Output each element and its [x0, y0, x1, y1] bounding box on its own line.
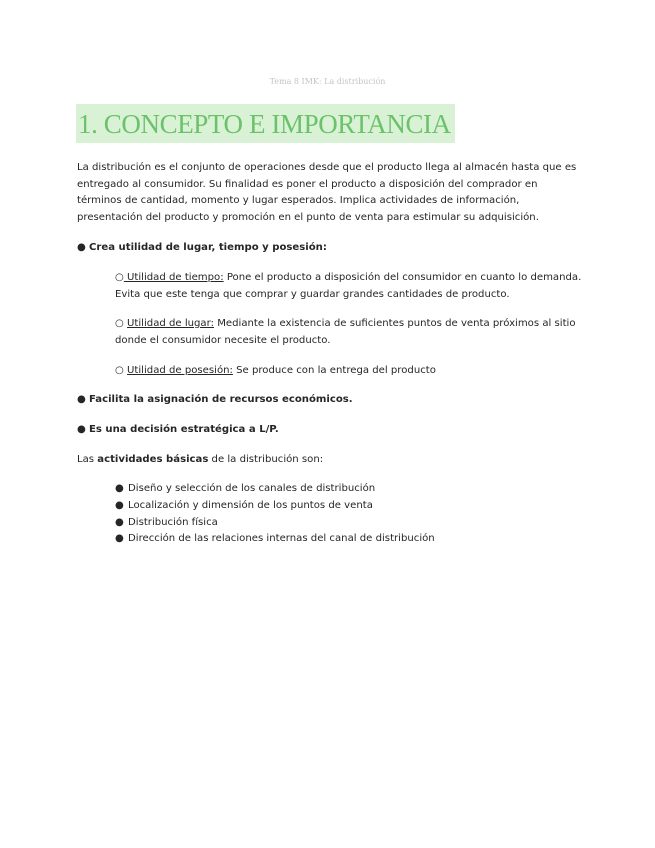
utility-possession: [115, 363, 585, 380]
utility-term: Utilidad de tiempo:: [123, 272, 224, 283]
utility-text: Se produce con la entrega del producto: [232, 365, 436, 376]
bullet-icon: ●: [77, 424, 86, 435]
activities-intro: [77, 452, 323, 468]
list-item-text: Diseño y selección de los canales de distribución: [128, 483, 376, 494]
bullet-resources: [77, 392, 353, 408]
bullet-icon: ●: [77, 242, 86, 253]
list-item-text: Localización y dimensión de los puntos de venta: [128, 499, 373, 511]
list-item: [115, 515, 435, 532]
bullet-text: Facilita la asignación de recursos económicos.: [89, 394, 353, 405]
circle-bullet-icon: ○: [115, 318, 124, 329]
activities-intro-bold: actividades básicas: [97, 454, 209, 465]
utility-place: [115, 316, 585, 349]
bullet-icon: ●: [77, 394, 86, 405]
bullet-utilities: [77, 240, 327, 256]
activities-intro-end: de la distribución son:: [208, 454, 324, 465]
utility-term: Utilidad de posesión:: [127, 365, 233, 376]
circle-bullet-icon: ○: [115, 272, 124, 283]
bullet-icon: ●: [115, 533, 124, 545]
list-item-text: Dirección de las relaciones internas del canal de distribución: [128, 533, 435, 545]
section-title: 1. CONCEPTO E IMPORTANCIA: [78, 109, 451, 139]
intro-paragraph: La distribución es el conjunto de operaciones desde que el producto llega al almacén hasta que es entregado al consumidor. Su finalidad es poner el producto a disposición del comprador en términos de cantidad, momento y lugar esperados. Implica actividades de información, presentación del producto y promoción en el punto de venta para estimular su adquisición.: [77, 162, 577, 223]
circle-bullet-icon: ○: [115, 365, 124, 376]
activities-list: [115, 481, 435, 548]
bullet-icon: ●: [115, 483, 124, 494]
utility-text: Pone el producto a disposición del consumidor en cuanto lo demanda. Evita que este tenga que comprar y guardar grandes cantidades de producto.: [115, 272, 582, 300]
utility-text: Mediante la existencia de suficientes puntos de venta próximos al sitio donde el consumidor necesite el producto.: [115, 318, 576, 346]
list-item-text: Distribución física: [128, 516, 218, 528]
list-item: [115, 481, 435, 498]
utility-time: [115, 270, 585, 303]
bullet-icon: ●: [115, 499, 124, 511]
list-item: [115, 531, 435, 548]
section-title-highlight: [76, 104, 455, 143]
bullet-strategic: [77, 422, 279, 438]
bullet-icon: ●: [115, 516, 124, 528]
bullet-text: Crea utilidad de lugar, tiempo y posesión:: [89, 242, 327, 253]
running-header: Tema 8 IMK: La distribución: [269, 77, 386, 86]
list-item: [115, 498, 435, 515]
utility-term: Utilidad de lugar:: [127, 318, 214, 329]
bullet-text: Es una decisión estratégica a L/P.: [89, 424, 279, 435]
activities-intro-start: Las: [77, 454, 98, 465]
